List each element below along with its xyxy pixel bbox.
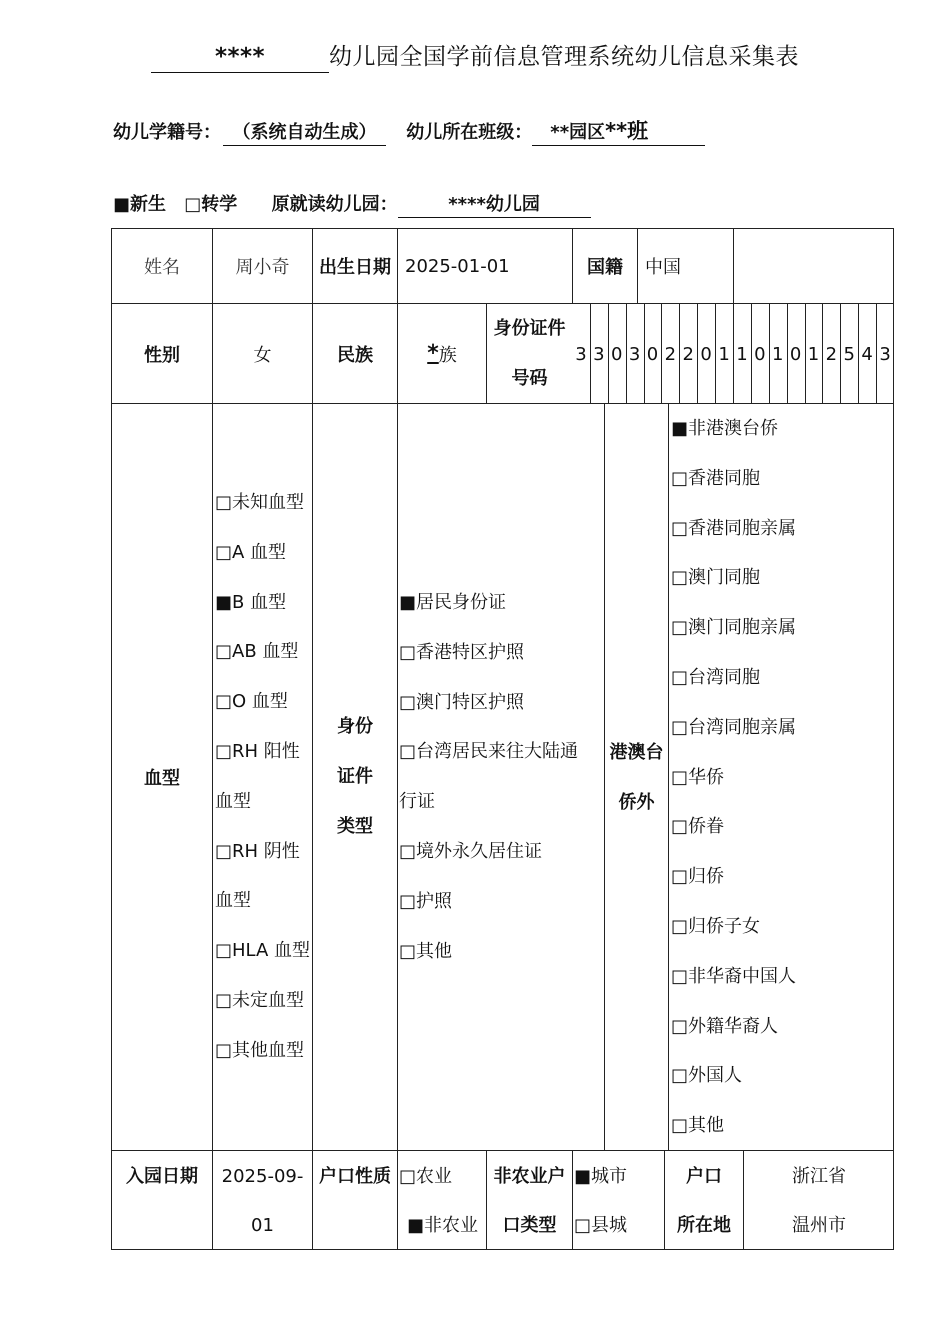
id-digit-cell: 2 bbox=[825, 343, 838, 365]
overseas-option[interactable]: □台湾同胞亲属 bbox=[671, 716, 797, 738]
nationality-value: 中国 bbox=[645, 257, 681, 278]
blood-type-option[interactable]: □AB 血型 bbox=[215, 641, 299, 663]
class-value-b: **班 bbox=[605, 119, 649, 143]
overseas-option[interactable]: □侨眷 bbox=[671, 816, 725, 838]
id-type-option[interactable]: □台湾居民来往大陆通 bbox=[399, 741, 579, 763]
blood-type-option[interactable]: □RH 阳性 bbox=[215, 740, 300, 762]
enroll-date-line2: 01 bbox=[251, 1215, 274, 1236]
overseas-options bbox=[671, 404, 796, 1151]
overseas-option[interactable]: □香港同胞亲属 bbox=[671, 517, 797, 539]
overseas-option[interactable]: □其他 bbox=[671, 1115, 725, 1137]
id-digit-cell: 3 bbox=[593, 343, 605, 365]
student-id-label: 幼儿学籍号： bbox=[113, 122, 221, 143]
new-student-checkbox[interactable]: ■新生 bbox=[113, 194, 167, 215]
nonagri-type-options bbox=[574, 1152, 664, 1250]
overseas-option[interactable]: □归侨 bbox=[671, 866, 725, 888]
id-digit-cell: 0 bbox=[700, 343, 712, 365]
overseas-label-line2: 侨外 bbox=[618, 792, 655, 813]
header-row-ids bbox=[113, 118, 705, 146]
hukou-type-options bbox=[399, 1152, 486, 1250]
id-type-option[interactable]: □护照 bbox=[399, 890, 453, 912]
gender-label: 性别 bbox=[144, 344, 180, 366]
hukou-type-label: 户口性质 bbox=[319, 1166, 391, 1187]
id-type-option[interactable]: □香港特区护照 bbox=[399, 641, 525, 663]
class-value-a: **园区 bbox=[550, 122, 606, 143]
blood-type-option[interactable]: □未知血型 bbox=[215, 492, 305, 513]
hukou-location-label bbox=[665, 1152, 743, 1250]
form-title bbox=[0, 38, 950, 73]
hukou-option-agri[interactable]: □农业 bbox=[399, 1166, 453, 1187]
col-divider bbox=[668, 403, 669, 1150]
id-number-label bbox=[487, 304, 572, 403]
overseas-option[interactable]: □台湾同胞 bbox=[671, 666, 761, 688]
id-number-label-line1: 身份证件 bbox=[493, 318, 566, 339]
overseas-option[interactable]: □华侨 bbox=[671, 766, 725, 788]
ethnicity-blank: * bbox=[427, 341, 439, 366]
hukou-location-value bbox=[744, 1152, 894, 1250]
enroll-date-line1: 2025-09- bbox=[221, 1166, 304, 1187]
nonagri-type-label-line1: 非农业户 bbox=[493, 1166, 566, 1187]
nonagri-type-label-line2: 口类型 bbox=[502, 1215, 557, 1236]
overseas-option[interactable]: □香港同胞 bbox=[671, 467, 761, 489]
birth-label: 出生日期 bbox=[319, 257, 391, 278]
nonagri-option-city[interactable]: ■城市 bbox=[574, 1166, 628, 1187]
id-digit-cell: 0 bbox=[789, 343, 802, 365]
overseas-option[interactable]: □归侨子女 bbox=[671, 915, 761, 937]
blood-type-options bbox=[215, 478, 310, 1076]
overseas-option[interactable]: □外国人 bbox=[671, 1065, 743, 1087]
id-digit-cell: 1 bbox=[736, 343, 748, 365]
blood-type-label: 血型 bbox=[144, 768, 180, 789]
orig-kindergarten-label: 原就读幼儿园： bbox=[271, 194, 398, 215]
overseas-option[interactable]: ■非港澳台侨 bbox=[671, 418, 779, 439]
blood-type-option: 血型 bbox=[215, 890, 251, 912]
name-label: 姓名 bbox=[144, 257, 180, 278]
transfer-checkbox[interactable]: □转学 bbox=[184, 194, 238, 215]
blood-type-option: 血型 bbox=[215, 790, 251, 812]
id-type-label bbox=[313, 702, 397, 852]
nationality-label: 国籍 bbox=[587, 257, 623, 278]
id-digit-cell: 4 bbox=[861, 343, 873, 365]
blood-type-option[interactable]: □其他血型 bbox=[215, 1039, 305, 1061]
ethnicity-suffix: 族 bbox=[438, 344, 457, 366]
enroll-date-label: 入园日期 bbox=[126, 1166, 198, 1187]
header-row-status bbox=[113, 190, 591, 218]
blood-type-option[interactable]: □未定血型 bbox=[215, 989, 305, 1011]
id-digit-cell: 1 bbox=[718, 343, 730, 365]
hukou-location-province: 浙江省 bbox=[792, 1166, 846, 1187]
id-type-option[interactable]: ■居民身份证 bbox=[399, 592, 507, 613]
hukou-location-city: 温州市 bbox=[792, 1215, 846, 1236]
blood-type-option[interactable]: □HLA 血型 bbox=[215, 940, 311, 962]
id-digit-cell: 0 bbox=[646, 343, 659, 365]
overseas-option[interactable]: □澳门同胞亲属 bbox=[671, 617, 797, 639]
title-kindergarten-blank: **** bbox=[151, 43, 329, 73]
birth-value: 2025-01-01 bbox=[405, 255, 510, 277]
blood-type-option[interactable]: □O 血型 bbox=[215, 691, 288, 713]
overseas-option[interactable]: □澳门同胞 bbox=[671, 567, 761, 589]
blood-type-option[interactable]: □RH 阴性 bbox=[215, 840, 300, 862]
name-value: 周小奇 bbox=[235, 257, 290, 278]
hukou-option-nonagri[interactable]: ■非农业 bbox=[407, 1215, 479, 1236]
id-digit-cell: 5 bbox=[843, 343, 855, 365]
col-divider bbox=[572, 1150, 573, 1250]
id-digit-cell: 1 bbox=[771, 343, 784, 365]
overseas-option[interactable]: □非华裔中国人 bbox=[671, 965, 797, 987]
id-digit-cell: 0 bbox=[610, 343, 623, 365]
gender-value: 女 bbox=[253, 344, 272, 366]
id-type-option[interactable]: □境外永久居住证 bbox=[399, 840, 543, 862]
id-digit-cell: 1 bbox=[807, 343, 820, 365]
blood-type-option[interactable]: ■B 血型 bbox=[215, 591, 287, 613]
id-digit-cell: 3 bbox=[628, 343, 641, 365]
id-type-option[interactable]: □其他 bbox=[399, 940, 453, 962]
col-divider bbox=[637, 228, 638, 303]
enroll-date-value bbox=[213, 1152, 312, 1250]
id-type-label-line2: 证件 bbox=[337, 766, 373, 787]
id-digit-cell: 2 bbox=[682, 343, 694, 365]
title-text: 幼儿园全国学前信息管理系统幼儿信息采集表 bbox=[329, 44, 799, 70]
class-value bbox=[532, 118, 705, 146]
id-digit-cell: 0 bbox=[754, 343, 766, 365]
id-type-option[interactable]: □澳门特区护照 bbox=[399, 691, 525, 713]
orig-kindergarten-value: ****幼儿园 bbox=[398, 194, 591, 218]
hukou-location-label-line1: 户口 bbox=[686, 1166, 722, 1187]
overseas-option[interactable]: □外籍华裔人 bbox=[671, 1015, 779, 1037]
student-id-value: （系统自动生成） bbox=[223, 122, 386, 146]
id-digit-cell: 3 bbox=[879, 343, 891, 365]
overseas-label-line1: 港澳台 bbox=[609, 742, 664, 763]
col-divider bbox=[733, 228, 734, 303]
id-type-options bbox=[399, 578, 578, 976]
nonagri-option-county[interactable]: □县城 bbox=[574, 1215, 628, 1236]
id-digit-cell: 2 bbox=[664, 343, 677, 365]
overseas-label bbox=[605, 728, 668, 828]
id-number-label-line2: 号码 bbox=[511, 368, 548, 389]
class-label: 幼儿所在班级： bbox=[406, 122, 533, 143]
id-type-option: 行证 bbox=[399, 791, 435, 813]
id-type-label-line1: 身份 bbox=[337, 716, 373, 737]
ethnicity-value bbox=[398, 304, 486, 403]
hukou-location-label-line2: 所在地 bbox=[677, 1215, 731, 1236]
id-digit-cell: 3 bbox=[575, 343, 587, 365]
ethnicity-label: 民族 bbox=[337, 344, 373, 366]
id-type-label-line3: 类型 bbox=[337, 816, 373, 837]
nonagri-type-label bbox=[487, 1152, 572, 1250]
blood-type-option[interactable]: □A 血型 bbox=[215, 541, 287, 563]
